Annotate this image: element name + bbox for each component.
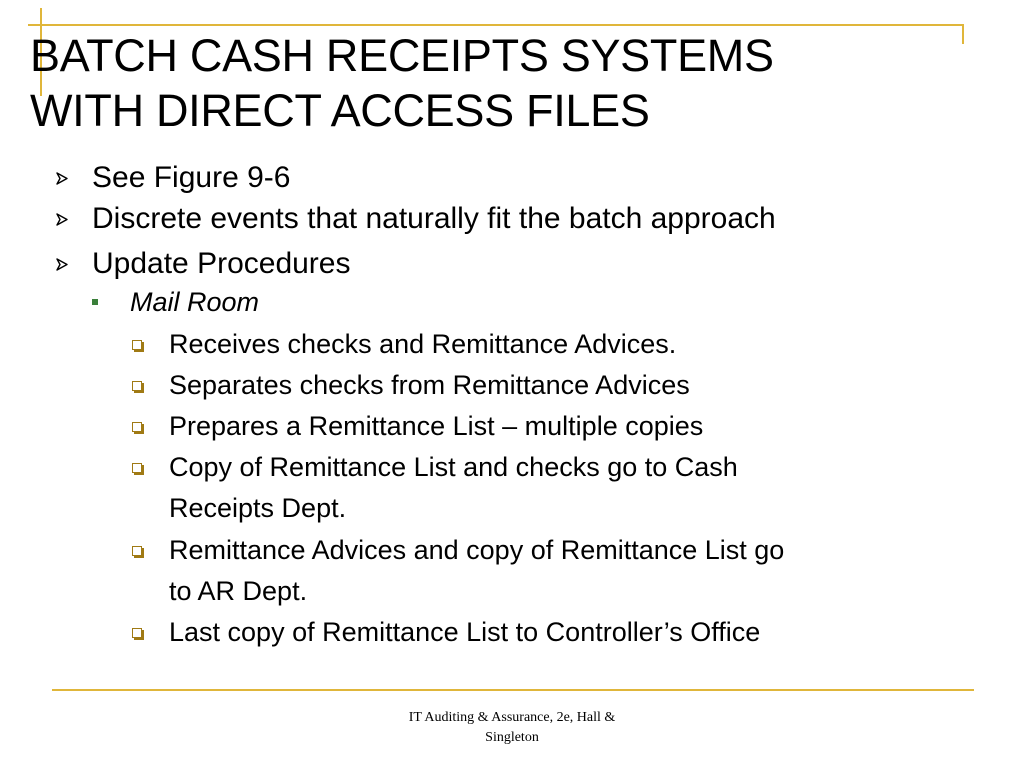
bullet-text: Discrete events that naturally fit the batch approach (92, 202, 776, 235)
footer-accent-rule (52, 689, 974, 691)
bullet-text: Receives checks and Remittance Advices. (169, 329, 677, 359)
arrowhead-bullet-icon (56, 160, 70, 196)
arrowhead-bullet-icon (56, 246, 70, 282)
green-square-bullet-icon (92, 299, 98, 305)
bullet-text-continued: Receipts Dept. (169, 493, 347, 523)
footer-line-2: Singleton (485, 730, 539, 745)
bullet-text: Copy of Remittance List and checks go to Cash (169, 452, 738, 482)
hollow-square-bullet-icon (132, 381, 142, 391)
hollow-square-bullet-icon (132, 628, 142, 638)
bullet-text: Prepares a Remittance List – multiple copies (169, 411, 704, 441)
hollow-square-bullet-icon (132, 422, 142, 432)
bullet-text: Update Procedures (92, 247, 351, 280)
bullet-text: Remittance Advices and copy of Remittance List go (169, 535, 785, 565)
bullet-text: Separates checks from Remittance Advices (169, 370, 690, 400)
bullet-text: Last copy of Remittance List to Controller’s Office (169, 617, 761, 647)
hollow-square-bullet-icon (132, 546, 142, 556)
slide-footer (372, 708, 652, 748)
hollow-square-bullet-icon (132, 340, 142, 350)
bullet-text: See Figure 9-6 (92, 161, 291, 194)
footer-line-1: IT Auditing & Assurance, 2e, Hall & (408, 710, 616, 725)
slide-title-line-1: BATCH CASH RECEIPTS SYSTEMS (30, 30, 774, 81)
slide-title-line-2: WITH DIRECT ACCESS FILES (30, 85, 650, 136)
bullet-text-continued: to AR Dept. (169, 576, 308, 606)
arrowhead-bullet-icon (56, 201, 70, 237)
subheading-text: Mail Room (130, 287, 260, 317)
hollow-square-bullet-icon (132, 463, 142, 473)
